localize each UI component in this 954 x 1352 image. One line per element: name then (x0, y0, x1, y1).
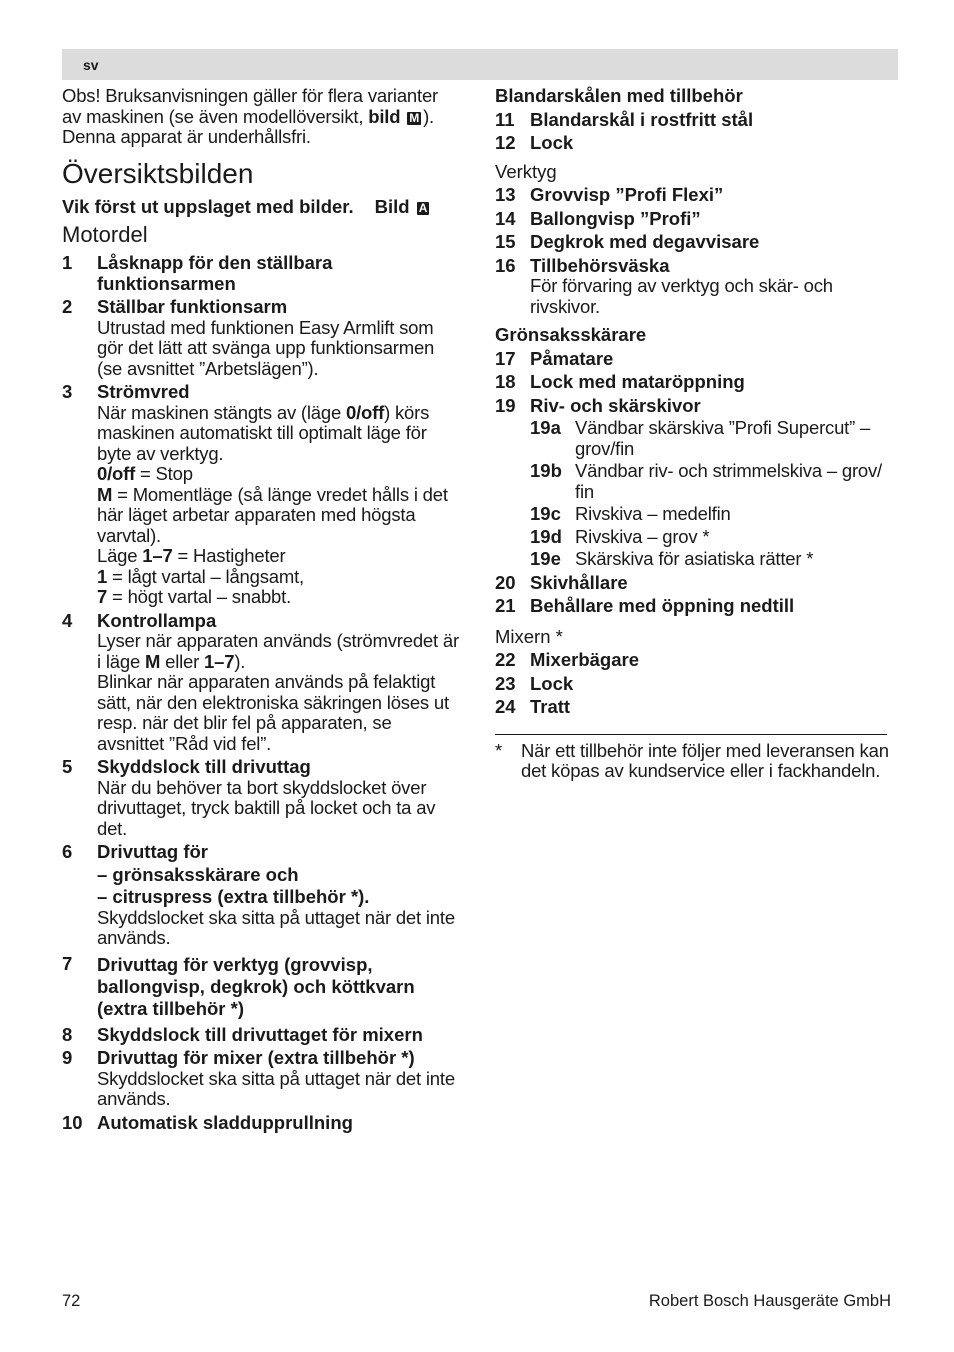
item-title-line: – citruspress (extra tillbehör *). (97, 886, 370, 907)
left-column (62, 86, 462, 1133)
subitem-text: Skärskiva för asiatiska rätter * (575, 548, 814, 569)
item-title: Ställbar funktionsarm (97, 296, 288, 317)
list-item (495, 573, 900, 594)
item-title: Automatisk sladdupprullning (97, 1111, 353, 1133)
subheading (62, 197, 462, 218)
item-description: Blinkar när apparaten används på felaktigt sätt, när den elektroniska säkringen löses ut resp. när det blir fel på apparaten, se avsnittet ”Råd vid fel”. (97, 671, 449, 754)
text-bold: M (144, 650, 161, 672)
item-number: 19 (495, 394, 516, 416)
text: Läge (97, 545, 143, 566)
item-title: Kontrollampa (97, 609, 217, 631)
intro-paragraph (62, 86, 462, 148)
item-number: 4 (62, 609, 73, 631)
text: ) körs maskinen automatiskt till optimalt läge för byte av verktyg. (97, 401, 430, 464)
item-title-line: – grönsaksskärare och (97, 863, 299, 885)
language-code: sv (83, 57, 99, 73)
item-title: Drivuttag för (97, 841, 208, 862)
right-column (495, 86, 900, 782)
item-number: 6 (62, 841, 73, 862)
item-title: Skivhållare (530, 571, 628, 593)
item-title: Mixerbägare (530, 649, 639, 670)
item-title: Ballongvisp ”Profi” (530, 207, 701, 229)
list-item (62, 1025, 462, 1046)
item-number: 1 (62, 252, 73, 273)
list-item (495, 372, 900, 393)
item-description (97, 567, 462, 588)
text-bold: 7 (97, 586, 108, 607)
bild-word: bild (368, 105, 401, 127)
list-item (495, 650, 900, 671)
text-bold: M (97, 483, 113, 505)
subitem-number: 19a (530, 417, 561, 438)
group-title: Verktyg (495, 160, 557, 182)
item-description (97, 485, 462, 547)
item-number: 2 (62, 296, 73, 317)
list-item (495, 185, 900, 206)
list-item (62, 757, 462, 839)
item-description: För förvaring av verktyg och skär- och rivskivor. (530, 275, 833, 317)
list-item (62, 611, 462, 755)
bild-word: Bild (374, 195, 410, 217)
subitem-text: Rivskiva – medelfin (575, 503, 731, 524)
text: = Stop (135, 463, 193, 484)
list-item (495, 133, 900, 154)
item-description (97, 631, 462, 672)
list-item (62, 842, 462, 949)
item-number: 14 (495, 207, 516, 229)
sub-list-item (495, 461, 900, 502)
item-number: 8 (62, 1023, 73, 1045)
subheading-text: Vik först ut uppslaget med bilder. (62, 195, 354, 217)
sub-list-item (495, 527, 900, 548)
item-title: Strömvred (97, 381, 190, 402)
subitem-text: Vändbar skärskiva ”Profi Supercut” – grov/fin (575, 417, 871, 459)
company-name: Robert Bosch Hausgeräte GmbH (648, 1292, 891, 1310)
figure-a-icon: A (418, 200, 428, 215)
item-description: När du behöver ta bort skyddslocket över drivuttaget, tryck baktill på locket och ta av det. (97, 776, 436, 839)
list-item (62, 1113, 462, 1134)
item-title: Skyddslock till drivuttag (97, 756, 311, 777)
item-title: Degkrok med degavvisare (530, 231, 760, 252)
item-title: Tillbehörsväska (530, 254, 670, 276)
text: = Hastigheter (172, 545, 286, 566)
page-title: Översiktsbilden (62, 157, 254, 189)
item-number: 15 (495, 231, 516, 252)
item-title: Lock (530, 132, 574, 153)
list-item (495, 209, 900, 230)
item-description: Utrustad med funktionen Easy Armlift som gör det lätt att svänga upp funktionsarmen (se avsnittet ”Arbetslägen”). (97, 316, 435, 379)
item-title: Tratt (530, 696, 571, 717)
item-number: 18 (495, 371, 516, 392)
item-title: Skyddslock till drivuttaget för mixern (97, 1023, 423, 1045)
item-number: 5 (62, 756, 73, 777)
item-description: Skyddslocket ska sitta på uttaget när det inte används. (97, 1067, 455, 1109)
text: = högt vartal – snabbt. (107, 586, 292, 607)
item-description (97, 546, 462, 567)
subitem-number: 19e (530, 548, 561, 569)
list-item (62, 382, 462, 608)
item-description: Skyddslocket ska sitta på uttaget när det inte används. (97, 906, 455, 948)
list-item (62, 1048, 462, 1110)
intro-text-end: ). Denna apparat är underhållsfri. (62, 105, 434, 147)
footnote-text: När ett tillbehör inte följer med leveransen kan det köpas av kundservice eller i fackhandeln. (521, 739, 889, 781)
text: ). (234, 650, 246, 672)
item-title: Grovvisp ”Profi Flexi” (530, 184, 724, 205)
item-number: 23 (495, 672, 516, 694)
footnote (495, 741, 900, 782)
item-title: Lock med mataröppning (530, 371, 745, 392)
item-number: 16 (495, 254, 516, 276)
language-bar (62, 49, 898, 80)
item-number: 9 (62, 1047, 73, 1068)
item-number: 24 (495, 696, 516, 717)
item-number: 17 (495, 347, 516, 369)
text: Lyser när apparaten används (strömvredet är i läge (97, 630, 459, 672)
item-title: Riv- och skärskivor (530, 394, 701, 416)
text: När maskinen stängts av (läge (97, 401, 347, 423)
page-number: 72 (62, 1292, 81, 1310)
list-item (495, 396, 900, 417)
item-number: 21 (495, 595, 516, 616)
list-item (495, 232, 900, 253)
text: eller (160, 650, 205, 672)
list-item (495, 596, 900, 617)
figure-m-icon: M (409, 110, 420, 125)
item-description (97, 403, 462, 465)
intro-text: Obs! Bruksanvisningen gäller för flera varianter av maskinen (se även modellöversikt, (62, 85, 439, 127)
group-title: Mixern * (495, 625, 563, 647)
item-title: Låsknapp för den ställbara funktionsarmen (97, 252, 333, 294)
list-item (495, 349, 900, 370)
text: = Momentläge (så länge vredet hålls i det här läget arbetar apparaten med högsta varvtal). (97, 483, 448, 546)
subitem-number: 19d (530, 525, 562, 547)
list-item (62, 297, 462, 379)
list-item (495, 110, 900, 131)
text-bold: 1–7 (142, 545, 173, 566)
item-title: Lock (530, 672, 574, 694)
item-number: 12 (495, 132, 516, 153)
text: = lågt vartal – långsamt, (107, 565, 304, 587)
item-number: 11 (495, 108, 515, 130)
group-title: Grönsaksskärare (495, 324, 647, 345)
text-bold: 1–7 (204, 650, 235, 672)
item-title: Drivuttag för verktyg (grovvisp, ballongvisp, degkrok) och köttkvarn (extra tillbehör *) (97, 953, 415, 1019)
list-item (495, 674, 900, 695)
item-title: Behållare med öppning nedtill (530, 595, 795, 616)
subitem-number: 19b (530, 460, 562, 481)
group-title: Blandarskålen med tillbehör (495, 85, 743, 106)
item-description (97, 464, 462, 485)
item-title: Påmatare (530, 347, 614, 369)
sub-list-item (495, 418, 900, 459)
subitem-number: 19c (530, 503, 561, 524)
item-number: 13 (495, 184, 516, 205)
item-number: 10 (62, 1111, 83, 1133)
item-description (97, 587, 462, 608)
item-number: 20 (495, 571, 516, 593)
footnote-divider (495, 734, 887, 735)
list-item (62, 954, 462, 1020)
text-bold: 0/off (97, 463, 136, 484)
text-bold: 1 (97, 565, 108, 587)
list-item (495, 697, 900, 718)
sub-list-item (495, 504, 900, 525)
list-item (495, 256, 900, 318)
footnote-mark: * (495, 739, 502, 761)
subitem-text: Rivskiva – grov * (575, 525, 710, 547)
item-title: Blandarskål i rostfritt stål (530, 108, 754, 130)
item-number: 22 (495, 649, 516, 670)
section-title-motordel: Motordel (62, 222, 148, 247)
list-item (62, 253, 462, 294)
text-bold: 0/off (346, 401, 385, 423)
sub-list-item (495, 549, 900, 570)
subitem-text: Vändbar riv- och strimmelskiva – grov/ fin (575, 460, 882, 502)
item-title: Drivuttag för mixer (extra tillbehör *) (97, 1047, 415, 1068)
subheading-bild (375, 197, 432, 218)
item-number: 7 (62, 952, 73, 974)
item-number: 3 (62, 381, 73, 402)
